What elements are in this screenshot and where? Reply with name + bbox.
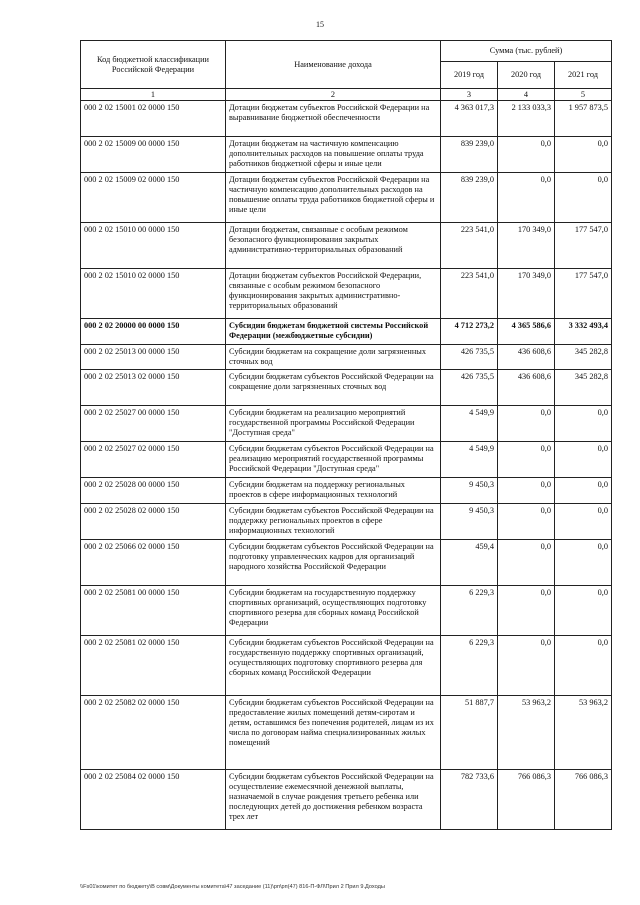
budget-code-cell: 000 2 02 15010 00 0000 150 <box>81 223 226 269</box>
budget-code-cell: 000 2 02 20000 00 0000 150 <box>81 319 226 345</box>
budget-code-cell: 000 2 02 25081 00 0000 150 <box>81 586 226 636</box>
revenue-name-cell: Дотации бюджетам, связанные с особым режимом безопасного функционирования закрытых административно-территориальных образований <box>226 223 441 269</box>
amount-2020-cell: 4 365 586,6 <box>498 319 555 345</box>
amount-2020-cell: 0,0 <box>498 406 555 442</box>
amount-2020-cell: 0,0 <box>498 137 555 173</box>
budget-code-cell: 000 2 02 25084 02 0000 150 <box>81 770 226 830</box>
page-number: 15 <box>316 20 324 29</box>
table-row <box>81 696 612 770</box>
amount-2019-cell: 839 239,0 <box>441 173 498 223</box>
amount-2021-cell: 0,0 <box>555 586 612 636</box>
amount-2019-cell: 4 712 273,2 <box>441 319 498 345</box>
revenue-name-cell: Дотации бюджетам субъектов Российской Федерации на частичную компенсацию дополнительных расходов на повышение оплаты труда работников бюджетной сферы и иные цели <box>226 173 441 223</box>
amount-2019-cell: 4 363 017,3 <box>441 101 498 137</box>
amount-2019-cell: 782 733,6 <box>441 770 498 830</box>
revenue-name-cell: Субсидии бюджетам бюджетной системы Российской Федерации (межбюджетные субсидии) <box>226 319 441 345</box>
amount-2020-cell: 766 086,3 <box>498 770 555 830</box>
amount-2019-cell: 426 735,5 <box>441 345 498 370</box>
budget-code-cell: 000 2 02 15010 02 0000 150 <box>81 269 226 319</box>
table-row <box>81 540 612 586</box>
budget-code-cell: 000 2 02 25027 00 0000 150 <box>81 406 226 442</box>
revenue-name-cell: Субсидии бюджетам субъектов Российской Федерации на реализацию мероприятий государственной программы Российской Федерации "Доступная среда" <box>226 442 441 478</box>
table-row <box>81 504 612 540</box>
revenue-name-cell: Субсидии бюджетам субъектов Российской Федерации на поддержку региональных проектов в сфере информационных технологий <box>226 504 441 540</box>
revenue-name-cell: Дотации бюджетам субъектов Российской Федерации, связанные с особым режимом безопасного функционирования закрытых административно-территориальных образований <box>226 269 441 319</box>
revenue-name-cell: Дотации бюджетам на частичную компенсацию дополнительных расходов на повышение оплаты труда работников бюджетной сферы и иные цели <box>226 137 441 173</box>
amount-2021-cell: 177 547,0 <box>555 223 612 269</box>
amount-2021-cell: 0,0 <box>555 540 612 586</box>
table-row <box>81 586 612 636</box>
budget-code-cell: 000 2 02 25082 02 0000 150 <box>81 696 226 770</box>
index-cell: 5 <box>555 89 612 101</box>
amount-2020-cell: 0,0 <box>498 173 555 223</box>
header-name: Наименование дохода <box>226 41 441 89</box>
amount-2021-cell: 1 957 873,5 <box>555 101 612 137</box>
amount-2021-cell: 345 282,8 <box>555 345 612 370</box>
revenue-name-cell: Субсидии бюджетам на реализацию мероприятий государственной программы Российской Федерации "Доступная среда" <box>226 406 441 442</box>
table-row <box>81 319 612 345</box>
header-year-2021: 2021 год <box>555 62 612 89</box>
table-row <box>81 101 612 137</box>
table-row <box>81 137 612 173</box>
amount-2020-cell: 0,0 <box>498 636 555 696</box>
budget-code-cell: 000 2 02 25027 02 0000 150 <box>81 442 226 478</box>
budget-code-cell: 000 2 02 25028 02 0000 150 <box>81 504 226 540</box>
amount-2019-cell: 9 450,3 <box>441 504 498 540</box>
amount-2020-cell: 0,0 <box>498 586 555 636</box>
revenue-name-cell: Субсидии бюджетам субъектов Российской Федерации на осуществление ежемесячной денежной выплаты, назначаемой в случае рождения третьего ребенка или последующих детей до достижения ребенком возраста трех лет <box>226 770 441 830</box>
table-row <box>81 770 612 830</box>
amount-2020-cell: 170 349,0 <box>498 269 555 319</box>
index-cell: 4 <box>498 89 555 101</box>
table-row <box>81 442 612 478</box>
header-code: Код бюджетной классификации Российской Федерации <box>81 41 226 89</box>
revenue-name-cell: Дотации бюджетам субъектов Российской Федерации на выравнивание бюджетной обеспеченности <box>226 101 441 137</box>
amount-2019-cell: 426 735,5 <box>441 370 498 406</box>
amount-2019-cell: 839 239,0 <box>441 137 498 173</box>
budget-code-cell: 000 2 02 15009 00 0000 150 <box>81 137 226 173</box>
amount-2019-cell: 6 229,3 <box>441 586 498 636</box>
revenue-name-cell: Субсидии бюджетам субъектов Российской Федерации на подготовку управленческих кадров для организаций народного хозяйства Российской Федерации <box>226 540 441 586</box>
revenue-name-cell: Субсидии бюджетам на поддержку региональных проектов в сфере информационных технологий <box>226 478 441 504</box>
table-row <box>81 173 612 223</box>
amount-2020-cell: 2 133 033,3 <box>498 101 555 137</box>
budget-code-cell: 000 2 02 15009 02 0000 150 <box>81 173 226 223</box>
amount-2021-cell: 177 547,0 <box>555 269 612 319</box>
amount-2020-cell: 170 349,0 <box>498 223 555 269</box>
amount-2019-cell: 459,4 <box>441 540 498 586</box>
revenue-name-cell: Субсидии бюджетам субъектов Российской Федерации на государственную поддержку спортивных организаций, осуществляющих подготовку спортивного резерва для сборных команд Российской Федерации <box>226 636 441 696</box>
amount-2021-cell: 0,0 <box>555 504 612 540</box>
revenue-name-cell: Субсидии бюджетам субъектов Российской Федерации на сокращение доли загрязненных сточных вод <box>226 370 441 406</box>
amount-2019-cell: 4 549,9 <box>441 442 498 478</box>
table-row <box>81 636 612 696</box>
amount-2019-cell: 51 887,7 <box>441 696 498 770</box>
table-index-row <box>81 89 612 101</box>
budget-code-cell: 000 2 02 25066 02 0000 150 <box>81 540 226 586</box>
amount-2020-cell: 436 608,6 <box>498 345 555 370</box>
amount-2021-cell: 53 963,2 <box>555 696 612 770</box>
header-year-2019: 2019 год <box>441 62 498 89</box>
file-path-footer: \\Fs01\комитет по бюджету\В совм\Документы комитета\47 заседание (11)\рп\рп(47) 816-П-ФЛ\Прил 2 Прил 9.Доходы <box>80 884 385 890</box>
amount-2021-cell: 3 332 493,4 <box>555 319 612 345</box>
table-body <box>81 101 612 830</box>
budget-code-cell: 000 2 02 15001 02 0000 150 <box>81 101 226 137</box>
revenue-name-cell: Субсидии бюджетам на государственную поддержку спортивных организаций, осуществляющих подготовку спортивного резерва для сборных команд Российской Федерации <box>226 586 441 636</box>
amount-2020-cell: 0,0 <box>498 478 555 504</box>
amount-2021-cell: 0,0 <box>555 478 612 504</box>
budget-code-cell: 000 2 02 25081 02 0000 150 <box>81 636 226 696</box>
table-row <box>81 345 612 370</box>
revenue-name-cell: Субсидии бюджетам на сокращение доли загрязненных сточных вод <box>226 345 441 370</box>
revenue-table <box>80 40 612 830</box>
amount-2019-cell: 223 541,0 <box>441 223 498 269</box>
amount-2021-cell: 0,0 <box>555 442 612 478</box>
amount-2021-cell: 0,0 <box>555 636 612 696</box>
amount-2021-cell: 0,0 <box>555 406 612 442</box>
budget-code-cell: 000 2 02 25028 00 0000 150 <box>81 478 226 504</box>
table-header-row <box>81 41 612 62</box>
index-cell: 3 <box>441 89 498 101</box>
amount-2020-cell: 0,0 <box>498 504 555 540</box>
budget-code-cell: 000 2 02 25013 00 0000 150 <box>81 345 226 370</box>
amount-2021-cell: 345 282,8 <box>555 370 612 406</box>
amount-2020-cell: 436 608,6 <box>498 370 555 406</box>
revenue-name-cell: Субсидии бюджетам субъектов Российской Федерации на предоставление жилых помещений детям-сиротам и детям, оставшимся без попечения родителей, лицам из их числа по договорам найма специализированных жилых помещений <box>226 696 441 770</box>
amount-2021-cell: 0,0 <box>555 173 612 223</box>
header-year-2020: 2020 год <box>498 62 555 89</box>
budget-code-cell: 000 2 02 25013 02 0000 150 <box>81 370 226 406</box>
index-cell: 2 <box>226 89 441 101</box>
amount-2019-cell: 6 229,3 <box>441 636 498 696</box>
index-cell: 1 <box>81 89 226 101</box>
amount-2020-cell: 53 963,2 <box>498 696 555 770</box>
amount-2021-cell: 766 086,3 <box>555 770 612 830</box>
amount-2020-cell: 0,0 <box>498 540 555 586</box>
amount-2021-cell: 0,0 <box>555 137 612 173</box>
table-row <box>81 406 612 442</box>
amount-2019-cell: 9 450,3 <box>441 478 498 504</box>
table-row <box>81 370 612 406</box>
amount-2020-cell: 0,0 <box>498 442 555 478</box>
table-row <box>81 223 612 269</box>
table-row <box>81 478 612 504</box>
amount-2019-cell: 223 541,0 <box>441 269 498 319</box>
table-row <box>81 269 612 319</box>
header-sum: Сумма (тыс. рублей) <box>441 41 612 62</box>
amount-2019-cell: 4 549,9 <box>441 406 498 442</box>
